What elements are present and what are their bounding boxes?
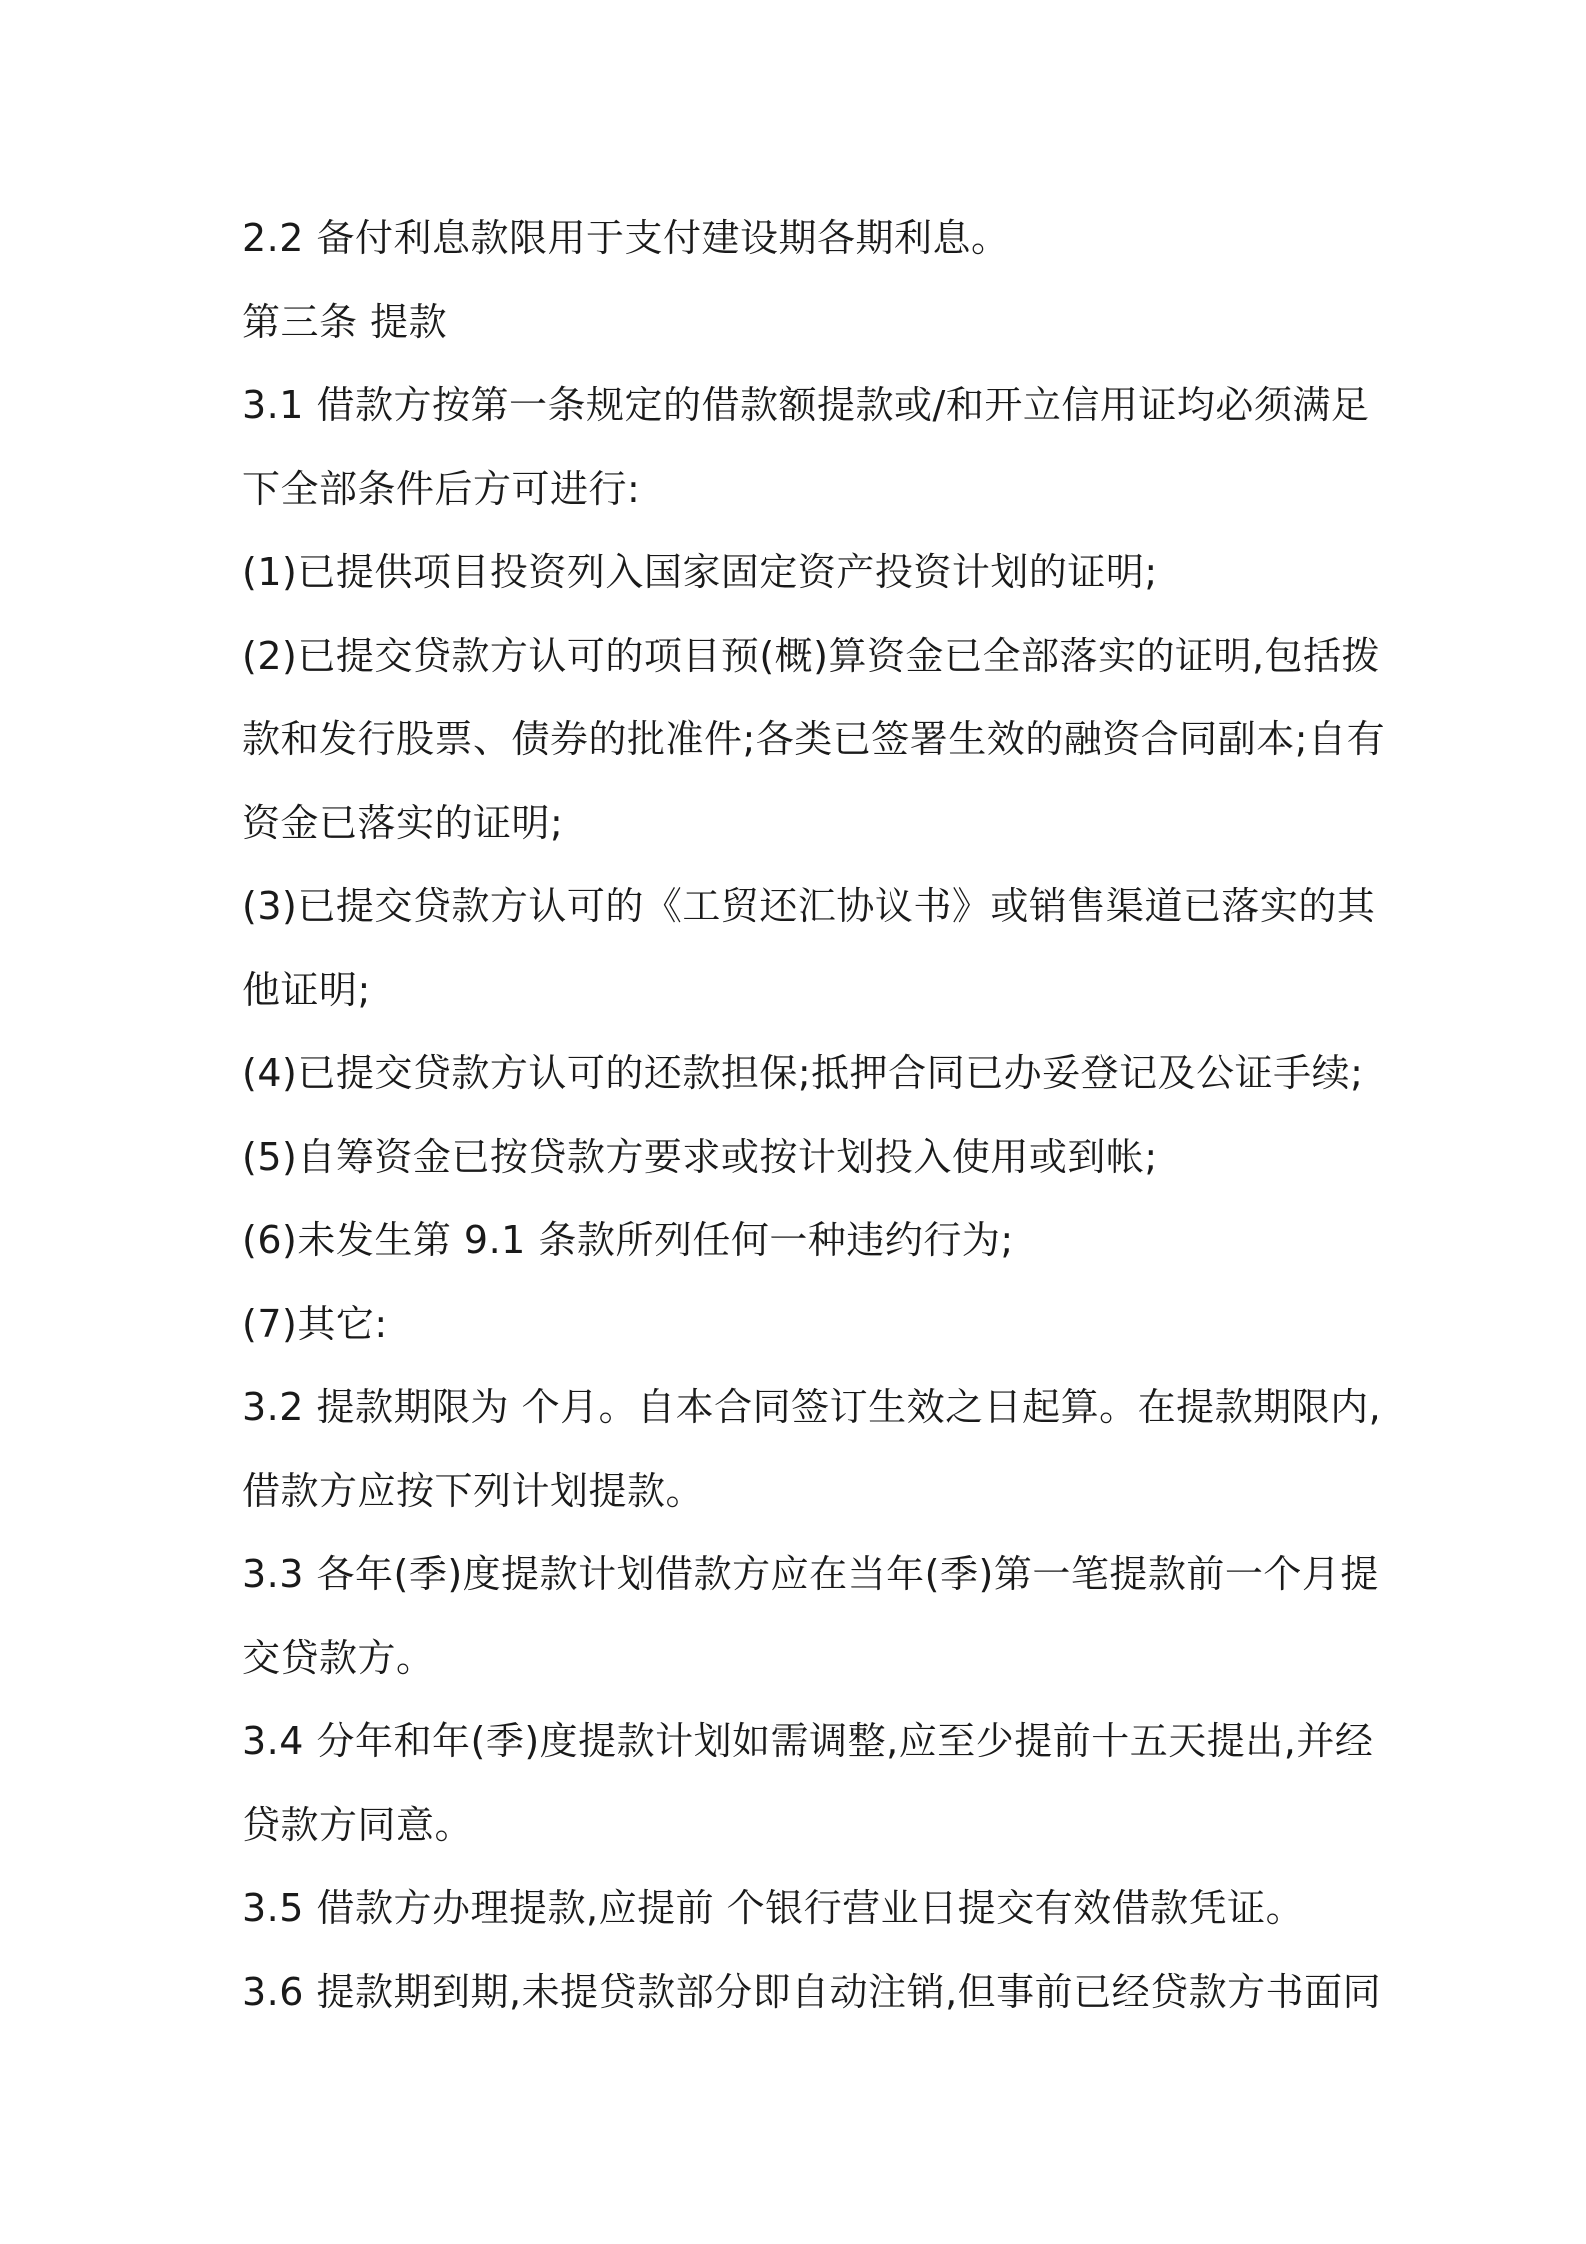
document-body: [242, 197, 1386, 2034]
clause-3-2-line-1: 3.2 提款期限为 个月。自本合同签订生效之日起算。在提款期限内,: [242, 1385, 1382, 1429]
condition-1-line: (1)已提供项目投资列入国家固定资产投资计划的证明;: [242, 550, 1158, 594]
article-3-heading: 第三条 提款: [242, 299, 448, 344]
condition-7-line: (7)其它:: [242, 1301, 388, 1346]
clause-3-4-line-1: 3.4 分年和年(季)度提款计划如需调整,应至少提前十五天提出,并经: [242, 1719, 1374, 1763]
clause-3-3-line-1: 3.3 各年(季)度提款计划借款方应在当年(季)第一笔提款前一个月提: [242, 1552, 1379, 1596]
clause-3-1-line-1: 3.1 借款方按第一条规定的借款额提款或/和开立信用证均必须满足: [242, 383, 1370, 427]
condition-2-line-2: 款和发行股票、债券的批准件;各类已签署生效的融资合同副本;自有: [242, 717, 1386, 761]
condition-5-line: (5)自筹资金已按贷款方要求或按计划投入使用或到帐;: [242, 1134, 1158, 1179]
clause-3-5-line: 3.5 借款方办理提款,应提前 个银行营业日提交有效借款凭证。: [242, 1886, 1305, 1930]
clause-3-6-line: 3.6 提款期到期,未提贷款部分即自动注销,但事前已经贷款方书面同: [242, 1969, 1382, 2014]
condition-3-line-1: (3)已提交贷款方认可的《工贸还汇协议书》或销售渠道已落实的其: [242, 884, 1376, 928]
clause-3-4-line-2: 贷款方同意。: [242, 1802, 474, 1847]
clause-3-3-line-2: 交贷款方。: [242, 1635, 435, 1680]
condition-4-line: (4)已提交贷款方认可的还款担保;抵押合同已办妥登记及公证手续;: [242, 1051, 1364, 1095]
condition-3-line-2: 他证明;: [242, 967, 371, 1012]
clause-3-1-line-2: 下全部条件后方可进行:: [242, 466, 641, 511]
clause-2-2-line: 2.2 备付利息款限用于支付建设期各期利息。: [242, 216, 1010, 260]
condition-6-line: (6)未发生第 9.1 条款所列任何一种违约行为;: [242, 1218, 1014, 1262]
condition-2-line-3: 资金已落实的证明;: [242, 800, 564, 845]
condition-2-line-1: (2)已提交贷款方认可的项目预(概)算资金已全部落实的证明,包括拨: [242, 633, 1381, 678]
clause-3-2-line-2: 借款方应按下列计划提款。: [242, 1468, 705, 1513]
